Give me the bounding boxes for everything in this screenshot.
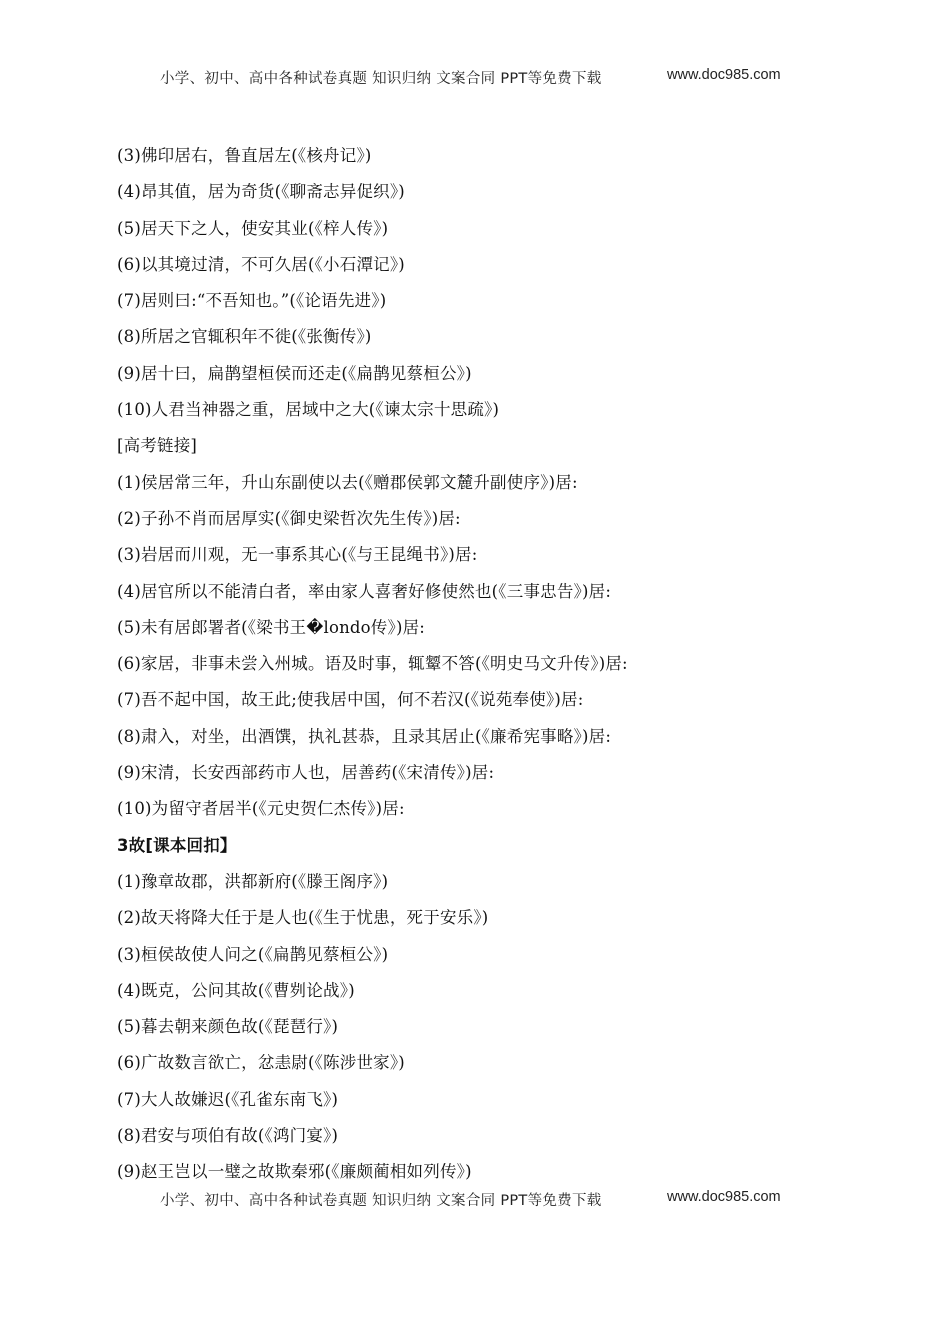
text-line: (6)以其境过清，不可久居(《小石潭记》) xyxy=(117,254,405,274)
page-footer xyxy=(0,1189,950,1213)
text-line: (7)居则曰:“不吾知也。”(《论语先进》) xyxy=(117,291,387,311)
text-line: (7)大人故嫌迟(《孔雀东南飞》) xyxy=(117,1089,339,1109)
text-line: (5)居天下之人，使安其业(《梓人传》) xyxy=(117,218,389,238)
section-heading: 3故[课本回扣】 xyxy=(117,835,237,855)
text-line: (3)岩居而川观，无一事系其心(《与王昆绳书》)居: xyxy=(117,545,478,565)
text-line: (6)家居，非事未尝入州城。语及时事，辄颦不答(《明史马文升传》)居: xyxy=(117,654,628,674)
page-header xyxy=(0,67,950,91)
document-body xyxy=(117,142,877,1195)
text-line: (4)居官所以不能清白者，率由家人喜奢好修使然也(《三事忠告》)居: xyxy=(117,581,612,601)
text-line: (3)桓侯故使人问之(《扁鹊见蔡桓公》) xyxy=(117,944,389,964)
text-line: (4)既克，公问其故(《曹刿论战》) xyxy=(117,980,355,1000)
footer-text: 小学、初中、高中各种试卷真题 知识归纳 文案合同 PPT等免费下载 xyxy=(160,1193,602,1209)
text-line: (5)暮去朝来颜色故(《琵琶行》) xyxy=(117,1017,339,1037)
text-line: (5)未有居郎署者(《梁书王�londo传》)居: xyxy=(117,617,426,637)
text-line: (10)人君当神器之重，居域中之大(《谏太宗十思疏》) xyxy=(117,400,500,420)
text-line: (2)故天将降大任于是人也(《生于忧患，死于安乐》) xyxy=(117,908,489,928)
text-line: (10)为留守者居半(《元史贺仁杰传》)居: xyxy=(117,799,405,819)
text-line: (9)赵王岂以一璧之故欺秦邪(《廉颇蔺相如列传》) xyxy=(117,1162,472,1182)
footer-url[interactable]: www.doc985.com xyxy=(667,1189,781,1205)
text-line: (9)居十曰，扁鹊望桓侯而还走(《扁鹊见蔡桓公》) xyxy=(117,363,472,383)
text-line: (1)豫章故郡，洪都新府(《滕王阁序》) xyxy=(117,871,389,891)
text-line: (3)佛印居右，鲁直居左(《核舟记》) xyxy=(117,146,372,165)
text-line: (1)侯居常三年，升山东副使以去(《赠郡侯郭文麓升副使序》)居: xyxy=(117,472,578,492)
header-text: 小学、初中、高中各种试卷真题 知识归纳 文案合同 PPT等免费下载 xyxy=(160,71,602,87)
section-label: [高考链接] xyxy=(117,436,198,456)
text-line: (8)君安与项伯有故(《鸿门宴》) xyxy=(117,1126,339,1146)
text-line: (8)肃入，对坐，出酒馔，执礼甚恭，且录其居止(《廉希宪事略》)居: xyxy=(117,726,612,746)
text-line: (6)广故数言欲亡，忿恚尉(《陈涉世家》) xyxy=(117,1053,405,1073)
text-line: (8)所居之官辄积年不徙(《张衡传》) xyxy=(117,327,372,347)
header-url[interactable]: www.doc985.com xyxy=(667,67,781,83)
text-line: (9)宋清，长安西部药市人也，居善药(《宋清传》)居: xyxy=(117,763,495,783)
text-line: (7)吾不起中国，故王此;使我居中国，何不若汉(《说苑奉使》)居: xyxy=(117,690,584,710)
text-line: (2)子孙不肖而居厚实(《御史梁哲次先生传》)居: xyxy=(117,508,461,528)
text-line: (4)昂其值，居为奇货(《聊斋志异促织》) xyxy=(117,182,405,202)
